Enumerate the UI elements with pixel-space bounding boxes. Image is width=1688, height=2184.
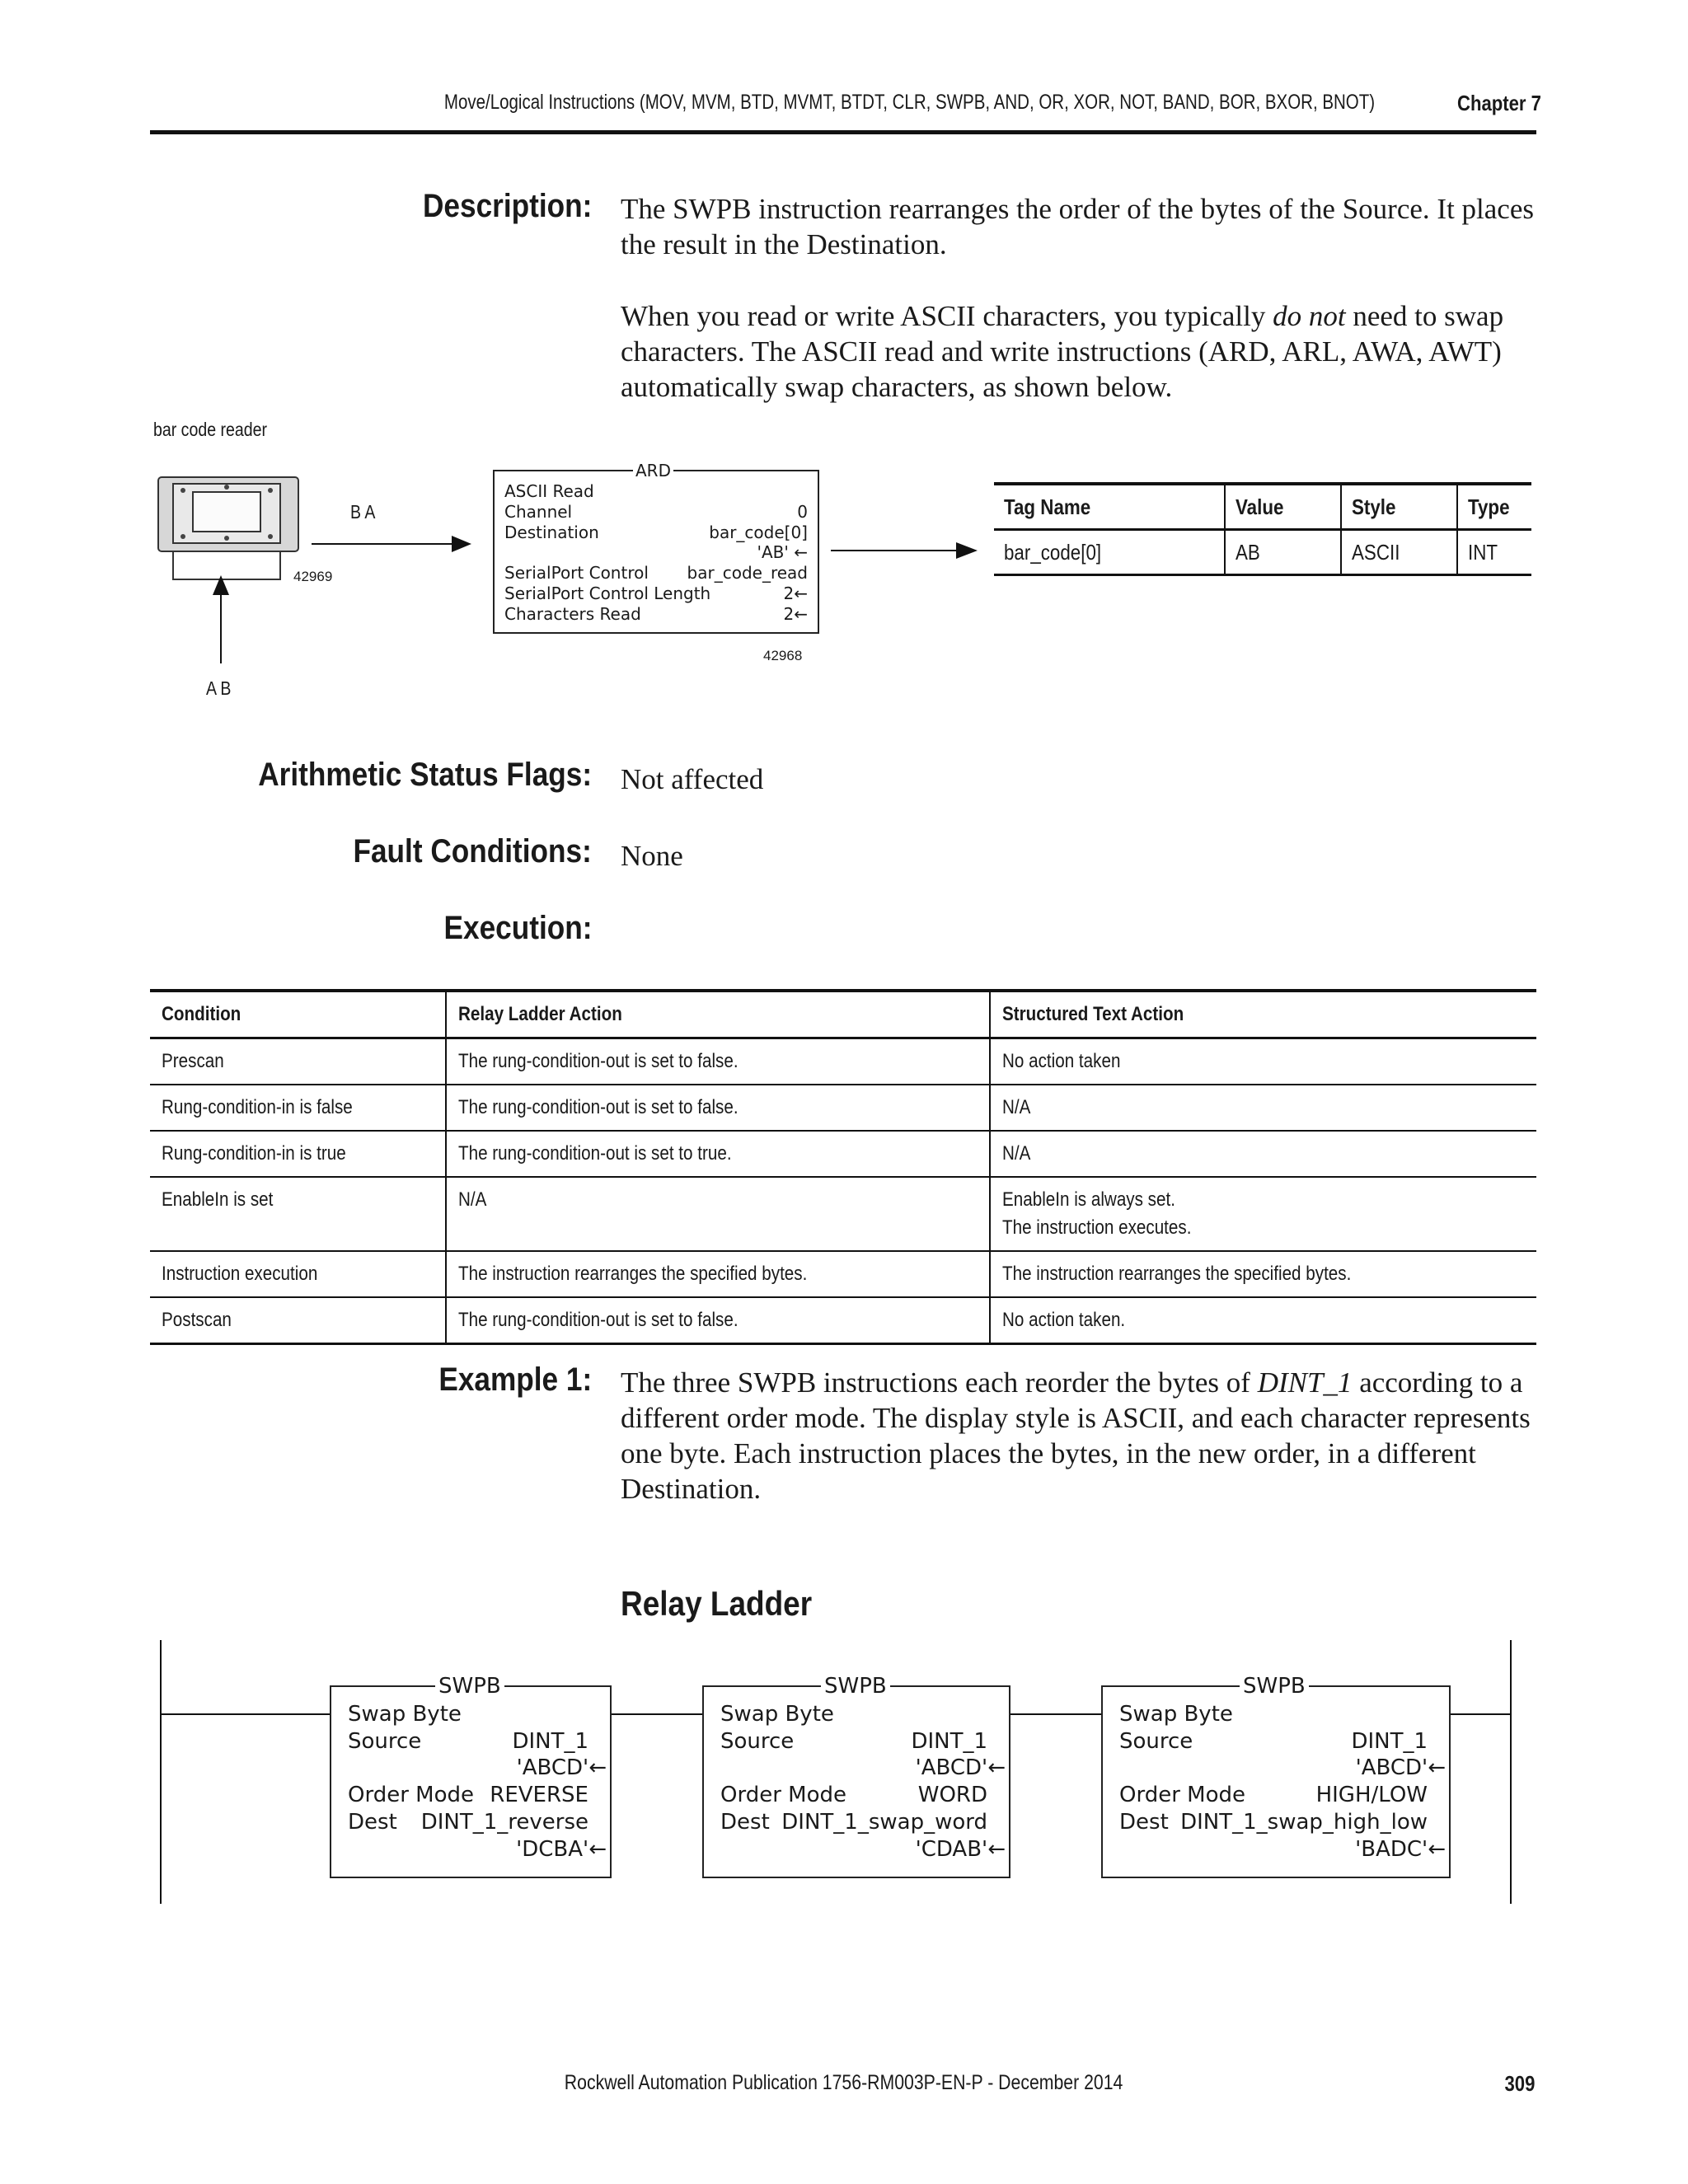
swpb-dest-value: DINT_1_swap_word — [781, 1810, 987, 1835]
arrow-left-icon: ← — [794, 583, 808, 603]
bar-code-reader-label: bar code reader — [153, 419, 268, 440]
swpb-title: SWPB — [821, 1674, 890, 1699]
execution-header-cell: Relay Ladder Action — [446, 991, 990, 1038]
table-row — [150, 1131, 1536, 1177]
execution-cell: The instruction rearranges the specified bytes. — [990, 1251, 1536, 1297]
swpb-name: Swap Byte — [348, 1702, 462, 1727]
swpb-dest-ascii: 'CDAB'← — [915, 1837, 1006, 1862]
swpb-order-mode-label: Order Mode — [1119, 1783, 1245, 1807]
tag-table-header-cell: Value — [1225, 484, 1341, 530]
arithmetic-flags-value: Not affected — [621, 763, 764, 795]
swpb-source-value: DINT_1 — [512, 1729, 588, 1754]
table-row — [150, 1251, 1536, 1297]
footer-publication: Rockwell Automation Publication 1756-RM003P-EN-P - December 2014 — [565, 2071, 1123, 2094]
ba-label: B A — [350, 501, 376, 523]
tag-table-cell: INT — [1457, 530, 1531, 575]
execution-header-cell: Condition — [150, 991, 446, 1038]
execution-cell: Prescan — [150, 1038, 446, 1085]
arrow-left-icon: ← — [1428, 1755, 1446, 1780]
execution-cell: EnableIn is always set. The instruction executes. — [990, 1177, 1536, 1251]
ard-channel-value: 0 — [797, 502, 808, 522]
arithmetic-flags-heading: Arithmetic Status Flags: — [258, 757, 592, 793]
ard-destination-value: bar_code[0] — [709, 523, 808, 542]
description-para-1: The SWPB instruction rearranges the order of the bytes of the Source. It places the result in the Destination. — [621, 193, 1534, 260]
swpb-block-reverse — [330, 1674, 612, 1878]
ard-control-length-value: 2← — [783, 583, 808, 603]
diagram-arrows — [0, 0, 1688, 742]
arrow-left-icon: ← — [588, 1755, 607, 1780]
running-header-title: Move/Logical Instructions (MOV, MVM, BTD, MVMT, BTDT, CLR, SWPB, AND, OR, XOR, NOT, BAND, BOR, BXOR, BNOT) — [443, 91, 1375, 114]
arrow-left-icon: ← — [588, 1837, 607, 1862]
ard-characters-read-value: 2← — [783, 604, 808, 624]
execution-cell: No action taken — [990, 1038, 1536, 1085]
swpb-title: SWPB — [1240, 1674, 1309, 1699]
tag-table-header-cell: Type — [1457, 484, 1531, 530]
swpb-source-value: DINT_1 — [1351, 1729, 1428, 1754]
swpb-dest-label: Dest — [1119, 1810, 1169, 1835]
table-row — [150, 1177, 1536, 1251]
swpb-order-mode-label: Order Mode — [348, 1783, 474, 1807]
execution-cell: EnableIn is set — [150, 1177, 446, 1251]
swpb-dest-label: Dest — [348, 1810, 397, 1835]
table-row — [150, 1085, 1536, 1131]
swpb-dest-ascii: 'DCBA'← — [516, 1837, 607, 1862]
execution-table-header — [150, 991, 1536, 1038]
fault-conditions-value: None — [621, 840, 683, 872]
swpb-dest-ascii: 'BADC'← — [1355, 1837, 1446, 1862]
figure-id-42969: 42969 — [293, 569, 333, 584]
ard-name: ASCII Read — [504, 481, 594, 501]
page-number: 309 — [1504, 2071, 1535, 2096]
execution-cell: N/A — [446, 1177, 990, 1251]
swpb-source-label: Source — [720, 1729, 795, 1754]
execution-header-cell: Structured Text Action — [990, 991, 1536, 1038]
tag-table-cell: AB — [1225, 530, 1341, 575]
arrow-left-icon: ← — [987, 1837, 1006, 1862]
tag-table — [994, 482, 1531, 576]
description-para-2: When you read or write ASCII characters, you typically do not need to swap characters. The ASCII read and write instructions (ARD, ARL, AWA, AWT) automatically swap characters, as shown below. — [621, 300, 1504, 403]
ard-serialport-control-value: bar_code_read — [687, 563, 808, 583]
execution-cell: Rung-condition-in is false — [150, 1085, 446, 1131]
swpb-source-label: Source — [1119, 1729, 1193, 1754]
tag-table-cell: ASCII — [1341, 530, 1457, 575]
emphasis-do-not: do not — [1273, 300, 1346, 332]
tag-table-header-cell: Tag Name — [994, 484, 1225, 530]
ard-serialport-control-label: SerialPort Control — [504, 563, 649, 583]
swpb-block-high-low — [1101, 1674, 1451, 1878]
arrow-left-icon: ← — [788, 542, 808, 562]
swpb-source-ascii: 'ABCD'← — [1355, 1755, 1446, 1780]
running-header-chapter: Chapter 7 — [1457, 91, 1541, 115]
ard-title: ARD — [633, 461, 673, 480]
tag-table-header — [994, 484, 1531, 530]
swpb-order-mode-label: Order Mode — [720, 1783, 846, 1807]
swpb-dest-label: Dest — [720, 1810, 770, 1835]
execution-cell: Postscan — [150, 1297, 446, 1344]
execution-table — [150, 989, 1536, 1345]
swpb-dest-value: DINT_1_swap_high_low — [1180, 1810, 1428, 1835]
emphasis-dint-1: DINT_1 — [1257, 1366, 1353, 1399]
swpb-order-mode-value: WORD — [917, 1783, 987, 1807]
swpb-dest-value: DINT_1_reverse — [420, 1810, 588, 1835]
ab-label: A B — [206, 677, 232, 699]
execution-cell: No action taken. — [990, 1297, 1536, 1344]
swpb-source-ascii: 'ABCD'← — [915, 1755, 1006, 1780]
relay-ladder-heading: Relay Ladder — [621, 1584, 813, 1623]
execution-cell: The rung-condition-out is set to true. — [446, 1131, 990, 1177]
arrow-left-icon: ← — [794, 604, 808, 624]
table-row — [150, 1297, 1536, 1344]
ard-destination-ascii: 'AB' ← — [757, 542, 808, 562]
execution-cell: Rung-condition-in is true — [150, 1131, 446, 1177]
swpb-source-label: Source — [348, 1729, 422, 1754]
fault-conditions-heading: Fault Conditions: — [353, 833, 592, 869]
execution-cell: The rung-condition-out is set to false. — [446, 1085, 990, 1131]
swpb-order-mode-value: REVERSE — [490, 1783, 588, 1807]
figure-id-42968: 42968 — [763, 648, 803, 663]
swpb-name: Swap Byte — [720, 1702, 834, 1727]
execution-cell: N/A — [990, 1085, 1536, 1131]
execution-cell: The instruction rearranges the specified bytes. — [446, 1251, 990, 1297]
ard-instruction-block — [493, 461, 819, 634]
execution-cell: Instruction execution — [150, 1251, 446, 1297]
ard-control-length-label: SerialPort Control Length — [504, 583, 711, 603]
swpb-source-value: DINT_1 — [911, 1729, 987, 1754]
table-row — [150, 1038, 1536, 1085]
ard-characters-read-label: Characters Read — [504, 604, 641, 624]
example-1-para: The three SWPB instructions each reorder the bytes of DINT_1 according to a different order mode. The display style is ASCII, and each character represents one byte. Each instruction places the bytes, in the new order, in a different Destination. — [621, 1366, 1531, 1505]
execution-cell: The rung-condition-out is set to false. — [446, 1297, 990, 1344]
tag-table-header-cell: Style — [1341, 484, 1457, 530]
tag-table-cell: bar_code[0] — [994, 530, 1225, 575]
ard-destination-label: Destination — [504, 523, 599, 542]
execution-cell: The rung-condition-out is set to false. — [446, 1038, 990, 1085]
swpb-source-ascii: 'ABCD'← — [516, 1755, 607, 1780]
execution-cell: N/A — [990, 1131, 1536, 1177]
swpb-name: Swap Byte — [1119, 1702, 1233, 1727]
ard-channel-label: Channel — [504, 502, 573, 522]
table-row — [994, 530, 1531, 575]
swpb-block-word — [702, 1674, 1010, 1878]
swpb-order-mode-value: HIGH/LOW — [1315, 1783, 1428, 1807]
arrow-left-icon: ← — [987, 1755, 1006, 1780]
arrow-left-icon: ← — [1428, 1837, 1446, 1862]
example-1-heading: Example 1: — [438, 1361, 592, 1398]
swpb-title: SWPB — [435, 1674, 504, 1699]
execution-heading: Execution: — [443, 910, 592, 946]
description-heading: Description: — [422, 188, 592, 224]
